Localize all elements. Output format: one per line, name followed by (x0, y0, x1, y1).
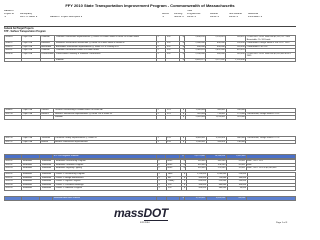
table-cell: Orleans (40, 109, 54, 113)
table-cell: 3,750,000 (185, 197, 206, 201)
table-cell: District 5- Pavement Markings (55, 183, 158, 187)
table-cell: 605147 (5, 49, 22, 53)
table-cell: 310,000 (186, 167, 207, 171)
table-cell: $ (181, 176, 186, 180)
table-cell: 800,000 (185, 45, 206, 49)
table-cell: STP Pre-Regional Subtotal (52, 155, 156, 159)
table-cell (246, 197, 295, 201)
table-cell: Statewide (41, 163, 55, 167)
table-cell: District 5- Bridge Maintenance (55, 176, 158, 180)
table-cell: 420,000 (186, 163, 207, 167)
table-cell (166, 197, 180, 201)
table-cell: 604862 (5, 109, 22, 113)
table-group-d (4, 159, 296, 171)
table-cell: 419,000 (226, 116, 246, 120)
table-cell: 605204 (5, 183, 22, 187)
table-cell: 42,000 (226, 163, 246, 167)
table-cell: 240,000 (226, 52, 246, 58)
table-cell: 606322 (5, 42, 22, 46)
table-cell: 550,000 (186, 160, 207, 164)
table-cell: $ (181, 183, 186, 187)
table-cell: STP (166, 36, 180, 42)
table-cell (5, 197, 22, 201)
table-cell: 90,000 (227, 187, 247, 191)
table-cell: Falmouth- Reconstruct Intersection @ Route 28 & Main Street & Gifford St (55, 42, 157, 46)
table-cell: District 5- Sidewalk Program (55, 187, 158, 191)
table-cell: 13,175,000 (185, 155, 206, 159)
table-cell: 1,676,000 (206, 116, 226, 120)
table-cell: 378,000 (206, 163, 226, 167)
table-cell: $ (181, 167, 186, 171)
table-cell: 5 (157, 173, 166, 177)
table-cell: Statewide (41, 183, 55, 187)
table-cell: 495,000 (206, 160, 226, 164)
table-cell: 5 (157, 109, 166, 113)
table-cell: $ (180, 58, 185, 62)
table-cell: 250,000 (227, 173, 247, 177)
table-cell: Statewide- Resurfacing Program (55, 160, 158, 164)
table-cell: STP (167, 183, 181, 187)
table-cell: Construction; Design Status = 25% (246, 112, 296, 116)
table-cell (246, 58, 296, 62)
table-cell (157, 197, 166, 201)
table-cell: $ (180, 112, 185, 116)
table-cell (246, 116, 296, 120)
table-cell: Construction, Design Status = 75% (246, 137, 296, 141)
table-cell (21, 155, 39, 159)
header-cell: Total (187, 10, 192, 12)
table-cell: 605203 (5, 180, 22, 184)
table-cell: Cape Cod (22, 52, 41, 58)
table-cell: 5 (157, 45, 166, 49)
table-cell: 1,293,046 (226, 58, 246, 62)
table-cell: Statewide (41, 160, 55, 164)
table-cell: Chatham- Intersection Improvements @ Route 28 & Main Street & Route 28 & Barn Street (55, 36, 157, 42)
table-cell (247, 187, 295, 191)
table-cell: Statewide (22, 180, 41, 184)
table-cell: HSIP (167, 163, 181, 167)
table-cell: $ (181, 187, 186, 191)
table-cell: 240,000 (226, 109, 246, 113)
table-cell: Cape Cod (22, 137, 41, 141)
table-cell: 130,000 (227, 180, 247, 184)
table-cell: 1,000,000 (185, 42, 206, 46)
table-cell: STP (166, 140, 180, 144)
header-row-3 (4, 16, 296, 19)
table-row (5, 167, 296, 171)
header-divider (4, 26, 296, 27)
table-cell: 960,000 (206, 52, 226, 58)
table-cell: 1,200,000 (185, 109, 206, 113)
table-cell (166, 155, 180, 159)
page-title: FFY 2010 State Transportation Improvement Program - Commonwealth of Massachusetts (65, 3, 235, 8)
table-cell: District 5- Signals Program (55, 180, 158, 184)
header-cell: Additional (248, 12, 259, 15)
table-cell: 640,000 (206, 45, 226, 49)
table-cell: 605734 (5, 112, 22, 116)
table-cell: 4,400,000 (185, 137, 206, 141)
table-cell: Statewide (41, 187, 55, 191)
table-cell: STP (166, 137, 180, 141)
table-cell: Cape Cod (22, 49, 41, 53)
table-cell: 450,000 (186, 187, 207, 191)
table-cell: 31,000 (226, 167, 246, 171)
table-cell: 2,065,118 (185, 49, 206, 53)
table-cell: 500,000 (186, 183, 207, 187)
table-cell: 3,520,000 (206, 137, 226, 141)
table-cell: Chatham (40, 49, 55, 53)
table-cell: District 5- Resurfacing Program (55, 173, 158, 177)
table-cell: STP (166, 109, 180, 113)
table-cell: BR (167, 176, 181, 180)
section-subheading: STP - Surface Transportation Program (4, 31, 46, 33)
table-cell: Cape Cod (22, 112, 41, 116)
table-cell: HSIP (246, 163, 295, 167)
table-cell: 100,000 (227, 183, 247, 187)
table-row (5, 197, 296, 201)
table-cell: 3,000,000 (206, 197, 226, 201)
table-cell: 1,120,074 (206, 36, 226, 42)
header-cell: MassDOT (4, 10, 15, 12)
table-cell: 2,095,000 (185, 116, 206, 120)
table-cell: Chatham- Reconstruct Route 28 & Main Street (55, 49, 157, 53)
table-cell (39, 155, 52, 159)
table-cell: 5 (157, 183, 166, 187)
table-cell: 1,000,000 (207, 173, 227, 177)
table-cell: $ (180, 52, 185, 58)
table-cell: 605202 (5, 176, 22, 180)
table-cell: 55,000 (226, 160, 246, 164)
table-cell: NHS (167, 173, 181, 177)
table-cell: Statewide (41, 180, 55, 184)
table-cell: Provincetown- Bikeway & Sidewalk Construction (55, 52, 157, 58)
table-cell: 5 (157, 160, 166, 164)
table-group-a (4, 35, 296, 62)
table-cell: 895,000 (185, 112, 206, 116)
table-cell: 10,540,000 (206, 155, 226, 159)
table-cell: $ (180, 140, 185, 144)
table-cell: 1,250,000 (186, 173, 207, 177)
table-cell: HSIP (167, 160, 181, 164)
table-cell: $ (181, 180, 186, 184)
table-cell: 605201 (5, 173, 22, 177)
table-cell: Subtotal (54, 116, 157, 120)
table-cell: $ (180, 109, 185, 113)
table-cell: 5 (157, 112, 166, 116)
table-cell: CMAQ (167, 180, 181, 184)
table-cell: Harwich- Intersection Improvements @ Route 124 & Route 39 (54, 112, 157, 116)
table-cell: Bourne- Intersection Improvements (54, 140, 157, 144)
table-cell (40, 197, 53, 201)
massdot-logo (114, 206, 168, 220)
table-cell: STP (166, 45, 180, 49)
table-cell: 605102 (5, 163, 22, 167)
table-cell (157, 116, 166, 120)
table-row (5, 116, 296, 120)
table-cell: 2,635,000 (226, 155, 246, 159)
table-cell: 5 (157, 187, 166, 191)
footer-date: 5/21/2010 (140, 222, 150, 224)
table-cell: Statewide- Highway Lighting (55, 167, 158, 171)
header-cell: Funds ▼ (210, 15, 220, 18)
header-cell: Programmed (187, 12, 201, 15)
table-cell: Cape Cod (22, 45, 41, 49)
table-group-e (4, 172, 296, 191)
table-cell: 5 (157, 49, 166, 53)
table-cell (5, 116, 22, 120)
table-cell: Yarmouth- Safety Improvements @ Route 28 (54, 137, 157, 141)
subtotal-row-blue-2 (4, 196, 296, 201)
table-cell (40, 116, 54, 120)
table-cell (40, 58, 55, 62)
table-cell: 605101 (5, 160, 22, 164)
header-cell: MPO ▼ Name ▼ (20, 15, 38, 18)
table-cell: STP (166, 42, 180, 46)
table-cell (22, 116, 41, 120)
section-heading: Federal Aid Target Projects (4, 28, 34, 30)
table-cell: Cape Cod (22, 42, 41, 46)
table-cell (246, 140, 296, 144)
table-cell: Cape Cod (22, 140, 41, 144)
table-cell: 5 (157, 137, 166, 141)
table-cell: 1,180,000 (185, 140, 206, 144)
table-cell: 716,000 (206, 112, 226, 116)
table-cell: 602456 (5, 52, 22, 58)
table-cell: Statewide (41, 173, 55, 177)
table-cell: 1,400,109 (185, 36, 206, 42)
logo-text-dot: DOT (143, 206, 168, 220)
table-cell: 800,000 (206, 42, 226, 46)
table-cell: Statewide (22, 173, 41, 177)
table-cell: Subtotal (55, 58, 157, 62)
table-cell: Harwich (40, 112, 54, 116)
table-cell: 6,465,227 (185, 58, 206, 62)
table-cell: CONSTRUCTION: Total cost $2,059,000 of FFY 2009 (246, 52, 296, 58)
table-cell: $ (180, 116, 185, 120)
table-cell: Yarmouth (40, 137, 54, 141)
table-row (5, 140, 296, 144)
table-cell: 236,000 (226, 140, 246, 144)
table-cell: 1,200,000 (185, 52, 206, 58)
table-cell (166, 58, 180, 62)
table-cell: $ (180, 197, 185, 201)
table-cell: 5 (157, 36, 166, 42)
table-cell: STP (166, 49, 180, 53)
table-row (5, 187, 296, 191)
table-cell: CONSTRUCTION: Total cost $1,559,722 - See Barnstable: Ch. 90 Funds (246, 36, 296, 42)
table-cell: 960,000 (206, 109, 226, 113)
subtotal-row-blue (4, 154, 296, 159)
table-cell: 179,000 (226, 112, 246, 116)
header-cell: Non-Federal (229, 12, 242, 15)
table-cell: Statewide (22, 183, 41, 187)
table-cell: $ (180, 42, 185, 46)
table-cell: Falmouth (40, 42, 55, 46)
table-cell: 413,024 (226, 49, 246, 53)
table-cell: STP (167, 187, 181, 191)
table-cell: 5 (157, 42, 166, 46)
table-cell (5, 155, 22, 159)
table-cell (246, 155, 295, 159)
table-cell: 5 (157, 140, 166, 144)
table-cell: 5 (157, 163, 166, 167)
header-cell: ▼ (4, 15, 7, 18)
table-group-b (4, 108, 296, 120)
table-cell (22, 58, 41, 62)
logo-text-mass: mass (114, 206, 144, 220)
table-cell: 1,652,094 (206, 49, 226, 53)
table-cell: 280,022 (226, 36, 246, 42)
table-cell: Provincetown (40, 52, 55, 58)
table-cell: Statewide (41, 167, 55, 171)
table-cell: 160,000 (226, 45, 246, 49)
table-cell: Orleans- Resurfacing & Related Work On Route 6A (54, 109, 157, 113)
header-cell: MassDOT Project Description▼ (50, 15, 83, 18)
table-row (5, 155, 296, 159)
table-cell: 200,000 (226, 42, 246, 46)
table-cell: 605751 (5, 140, 22, 144)
table-cell: Statewide Allocated Subtotal (53, 197, 157, 201)
table-cell: 750,000 (226, 197, 246, 201)
table-cell: $ (180, 137, 185, 141)
table-cell: 605750 (5, 137, 22, 141)
table-cell: 360,000 (207, 187, 227, 191)
header-cell: Federal (210, 12, 218, 15)
table-cell: Statewide (22, 160, 41, 164)
table-cell: 880,000 (226, 137, 246, 141)
table-cell: Construction: Design Status = Pre 25% / TFPC (246, 42, 296, 46)
table-cell: 520,000 (207, 180, 227, 184)
table-cell: 900,000 (186, 176, 207, 180)
table-cell: $ (180, 49, 185, 53)
table-cell: 400,000 (207, 183, 227, 187)
table-cell: Statewide- Guardrail Program (55, 163, 158, 167)
table-cell: 5,172,182 (206, 58, 226, 62)
header-cell: Information ▼ (248, 15, 263, 18)
table-cell: $ (180, 36, 185, 42)
page-number: Page 1 of 3 (276, 222, 288, 224)
table-cell (5, 58, 22, 62)
table-row (5, 58, 296, 62)
table-cell: HSIP (167, 167, 181, 171)
table-cell: Statewide (22, 176, 41, 180)
table-cell: 605103 (5, 167, 22, 171)
table-cell (166, 116, 180, 120)
table-cell: $ (181, 173, 186, 177)
table-cell: HSIP, TFPC 25% of $1,060,000 (246, 167, 295, 171)
table-cell: 180,000 (227, 176, 247, 180)
table-cell: 5 (157, 52, 166, 58)
table-cell: Cape Cod (22, 109, 41, 113)
table-cell: Statewide (22, 187, 41, 191)
table-cell: Construction: Pre 25% (246, 45, 296, 49)
table-cell: 944,000 (206, 140, 226, 144)
table-cell: 604322 (5, 45, 22, 49)
table-cell: Cape Cod (22, 36, 41, 42)
table-cell (157, 58, 166, 62)
header-cell: ▼ (162, 15, 165, 18)
header-cell: Source ▼ (174, 15, 185, 18)
header-cell: Municipality (20, 12, 32, 15)
table-cell: STP (166, 52, 180, 58)
header-cell: Project ID (4, 12, 15, 15)
table-cell: 605205 (5, 187, 22, 191)
table-cell: HSIP, TFPC 25% (246, 160, 295, 164)
header-cell: Funds ▼ (187, 15, 197, 18)
table-cell: $ (180, 45, 185, 49)
table-cell: Statewide (41, 176, 55, 180)
table-cell: Barnstable (40, 45, 55, 49)
table-cell: $ (180, 155, 185, 159)
table-cell: 5 (157, 180, 166, 184)
table-group-c (4, 136, 296, 144)
table-cell: 279,000 (206, 167, 226, 171)
table-cell: Statewide (22, 167, 41, 171)
table-cell: 5 (157, 176, 166, 180)
header-cell: District (162, 12, 170, 15)
table-cell (156, 155, 165, 159)
table-cell: 720,000 (207, 176, 227, 180)
table-cell: Chatham (40, 36, 55, 42)
table-cell: Bourne (40, 140, 54, 144)
table-cell: Barnstable- Intersection Improvements @ Route 132 & Phinney's Ln (55, 45, 157, 49)
table-cell: $ (181, 160, 186, 164)
table-cell: 5 (157, 167, 166, 171)
table-cell (21, 197, 39, 201)
table-cell: 605663 (5, 36, 22, 42)
column-header-block (4, 10, 296, 18)
header-cell: Funding (174, 12, 183, 15)
table-cell: Statewide (22, 163, 41, 167)
header-cell: Funds ▼ (229, 15, 239, 18)
table-cell: $ (181, 163, 186, 167)
table-cell: 650,000 (186, 180, 207, 184)
table-cell: STP (166, 112, 180, 116)
